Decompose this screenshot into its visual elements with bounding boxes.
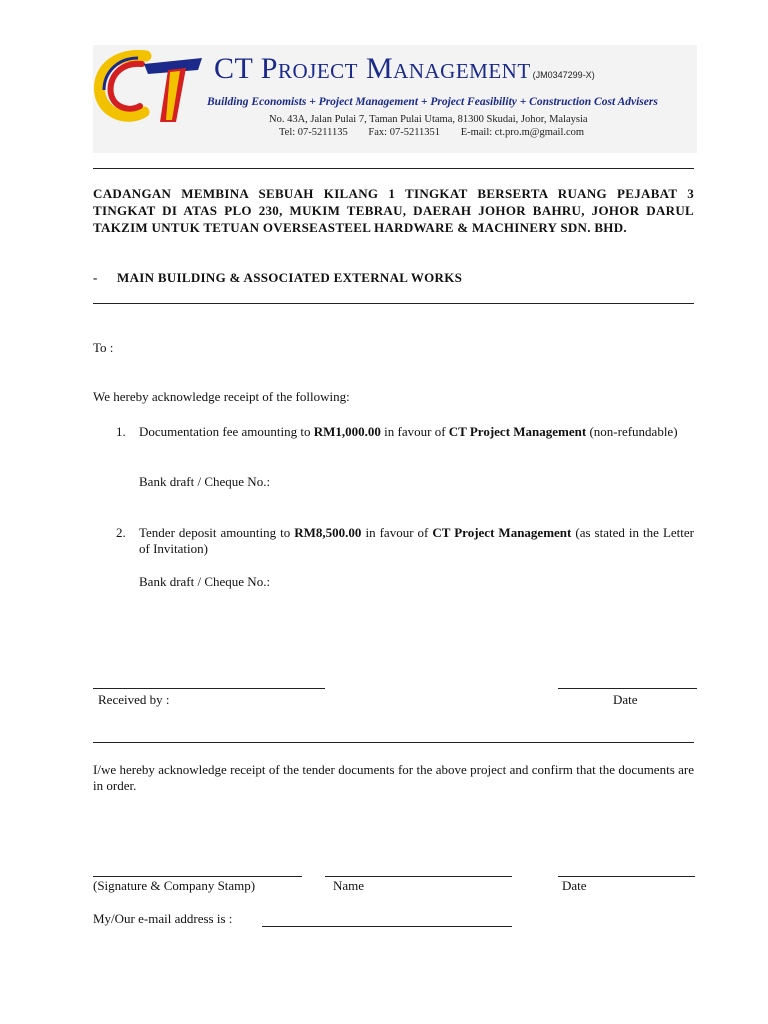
item-number: 1. xyxy=(116,424,126,439)
scope-text: MAIN BUILDING & ASSOCIATED EXTERNAL WORKS xyxy=(117,270,463,285)
item-text: in favour of xyxy=(380,424,449,439)
item-amount: RM8,500.00 xyxy=(294,525,362,540)
item-tender-deposit xyxy=(139,525,694,557)
company-registration: (JM0347299-X) xyxy=(532,70,595,80)
name-label: Name xyxy=(333,878,365,893)
received-by-label: Received by : xyxy=(98,692,170,707)
item-payee: CT Project Management xyxy=(432,525,572,540)
cheque-label: Bank draft / Cheque No.: xyxy=(139,574,271,589)
project-scope xyxy=(93,270,462,286)
email-label: My/Our e-mail address is : xyxy=(93,911,233,926)
name-line[interactable] xyxy=(325,876,512,877)
company-logo xyxy=(94,50,206,126)
company-name-text: CT Project Management xyxy=(214,52,531,85)
confirmation-date-label: Date xyxy=(562,878,587,893)
received-date-line[interactable] xyxy=(558,688,697,689)
divider xyxy=(93,168,694,169)
received-by-line[interactable] xyxy=(93,688,325,689)
company-fax: Fax: 07-5211351 xyxy=(368,127,441,138)
item-number: 2. xyxy=(116,525,126,540)
company-address: No. 43A, Jalan Pulai 7, Taman Pulai Utama, 81300 Skudai, Johor, Malaysia xyxy=(269,114,588,125)
signature-label: (Signature & Company Stamp) xyxy=(93,878,256,893)
item-text: (as stated in the Letter of Invitation) xyxy=(139,525,694,556)
signature-line[interactable] xyxy=(93,876,302,877)
received-date-label: Date xyxy=(613,692,638,707)
item-amount: RM1,000.00 xyxy=(313,424,381,439)
company-contact xyxy=(279,127,602,138)
confirmation-text: I/we hereby acknowledge receipt of the tender documents for the above project and confirm that the documents are in order. xyxy=(93,762,694,793)
acknowledge-intro: We hereby acknowledge receipt of the following: xyxy=(93,389,350,404)
item-text: Documentation fee amounting to xyxy=(139,424,314,439)
confirmation-date-line[interactable] xyxy=(558,876,695,877)
divider xyxy=(93,742,694,743)
item-text: in favour of xyxy=(361,525,433,540)
item-documentation-fee xyxy=(139,424,694,440)
item-payee: CT Project Management xyxy=(448,424,587,439)
project-title: CADANGAN MEMBINA SEBUAH KILANG 1 TINGKAT BERSERTA RUANG PEJABAT 3 TINGKAT DI ATAS PLO 230, MUKIM TEBRAU, DAERAH JOHOR BAHRU, JOHOR DARUL TAKZIM UNTUK TETUAN OVERSEASTEEL HARDWARE & MACHINERY SDN. BHD. xyxy=(93,186,694,235)
item-text: Tender deposit amounting to xyxy=(139,525,295,540)
company-tagline: Building Economists + Project Management + Project Feasibility + Construction Cost Advisers xyxy=(207,96,658,108)
to-label: To : xyxy=(93,340,114,355)
cheque-label: Bank draft / Cheque No.: xyxy=(139,474,271,489)
scope-bullet: - xyxy=(93,270,98,285)
item-text: (non-refundable) xyxy=(586,424,678,439)
divider xyxy=(93,303,694,304)
logo-c-inner xyxy=(111,64,142,109)
email-line[interactable] xyxy=(262,926,512,927)
company-email: E-mail: ct.pro.m@gmail.com xyxy=(460,127,585,138)
company-tel: Tel: 07-5211135 xyxy=(279,127,348,138)
company-name xyxy=(214,52,595,86)
